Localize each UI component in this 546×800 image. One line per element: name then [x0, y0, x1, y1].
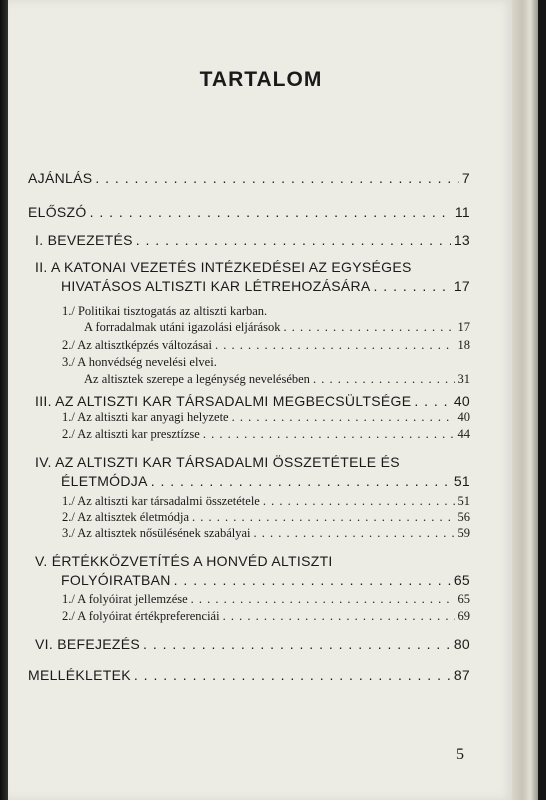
leader-dots [151, 473, 451, 489]
leader-dots [263, 494, 455, 509]
toc-entry-chapter-2-line1: II. A KATONAI VEZETÉS INTÉZKEDÉSEI AZ EGYSÉGES [35, 259, 412, 275]
toc-entry-chapter-5[interactable]: FOLYÓIRATBAN . . . 65 [61, 572, 470, 588]
leader-dots [253, 526, 454, 541]
leader-dots [374, 278, 451, 294]
page-block-edge [512, 0, 538, 800]
toc-entry-4-1[interactable]: 1./ Az altiszti kar társadalmi összetétele . . . 51 [62, 494, 470, 509]
toc-entry-4-2[interactable]: 2./ Az altisztek életmódja . . . 56 [62, 510, 470, 525]
leader-dots [134, 667, 451, 683]
leader-dots [95, 170, 459, 186]
toc-entry-2-1[interactable]: A forradalmak utáni igazolási eljárások . . . 17 [84, 320, 470, 335]
leader-dots [143, 636, 451, 652]
toc-entry-2-3[interactable]: Az altisztek szerepe a legénység nevelésében . . . 31 [84, 372, 470, 387]
leader-dots [192, 510, 454, 525]
leader-dots [136, 232, 451, 248]
page-number: 5 [456, 746, 464, 763]
toc-entry-eloszo[interactable]: ELŐSZÓ . . . 11 [28, 204, 470, 220]
page-title: TARTALOM [199, 68, 323, 91]
toc-entry-3-2[interactable]: 2./ Az altiszti kar presztízse . . . 44 [62, 427, 470, 442]
toc-entry-chapter-5-line1: V. ÉRTÉKKÖZVETÍTÉS A HONVÉD ALTISZTI [35, 553, 333, 569]
leader-dots [191, 592, 455, 607]
book-page [8, 0, 514, 800]
leader-dots [414, 393, 450, 409]
toc-entry-mellekletek[interactable]: MELLÉKLETEK . . . 87 [28, 667, 470, 683]
leader-dots [232, 410, 455, 425]
toc-entry-ajanlas[interactable]: AJÁNLÁS . . . 7 [28, 170, 470, 186]
leader-dots [283, 320, 454, 335]
toc-entry-chapter-3[interactable]: III. AZ ALTISZTI KAR TÁRSADALMI MEGBECSÜLTSÉGE . . . 40 [35, 393, 470, 409]
leader-dots [90, 204, 452, 220]
toc-entry-5-1[interactable]: 1./ A folyóirat jellemzése . . . 65 [62, 592, 470, 607]
toc-entry-2-3-line1: 3./ A honvédség nevelési elvei. [62, 355, 217, 369]
leader-dots [223, 609, 455, 624]
toc-entry-chapter-4-line1: IV. AZ ALTISZTI KAR TÁRSADALMI ÖSSZETÉTELE ÉS [35, 454, 400, 470]
leader-dots [313, 372, 455, 387]
leader-dots [174, 572, 451, 588]
toc-entry-5-2[interactable]: 2./ A folyóirat értékpreferenciái . . . 69 [62, 609, 470, 624]
toc-entry-chapter-2[interactable]: HIVATÁSOS ALTISZTI KAR LÉTREHOZÁSÁRA . . . 17 [61, 278, 470, 294]
toc-entry-4-3[interactable]: 3./ Az altisztek nősülésének szabályai . . . 59 [62, 526, 470, 541]
toc-entry-2-1-line1: 1./ Politikai tisztogatás az altiszti karban. [62, 304, 268, 318]
toc-entry-bevezetes[interactable]: I. BEVEZETÉS . . . 13 [35, 232, 470, 248]
toc-entry-3-1[interactable]: 1./ Az altiszti kar anyagi helyzete . . . 40 [62, 410, 470, 425]
leader-dots [215, 338, 455, 353]
toc-entry-befejezes[interactable]: VI. BEFEJEZÉS . . . 80 [35, 636, 470, 652]
leader-dots [203, 427, 455, 442]
toc-entry-2-2[interactable]: 2./ Az altisztképzés változásai . . . 18 [62, 338, 470, 353]
toc-entry-chapter-4[interactable]: ÉLETMÓDJA . . . 51 [61, 473, 470, 489]
